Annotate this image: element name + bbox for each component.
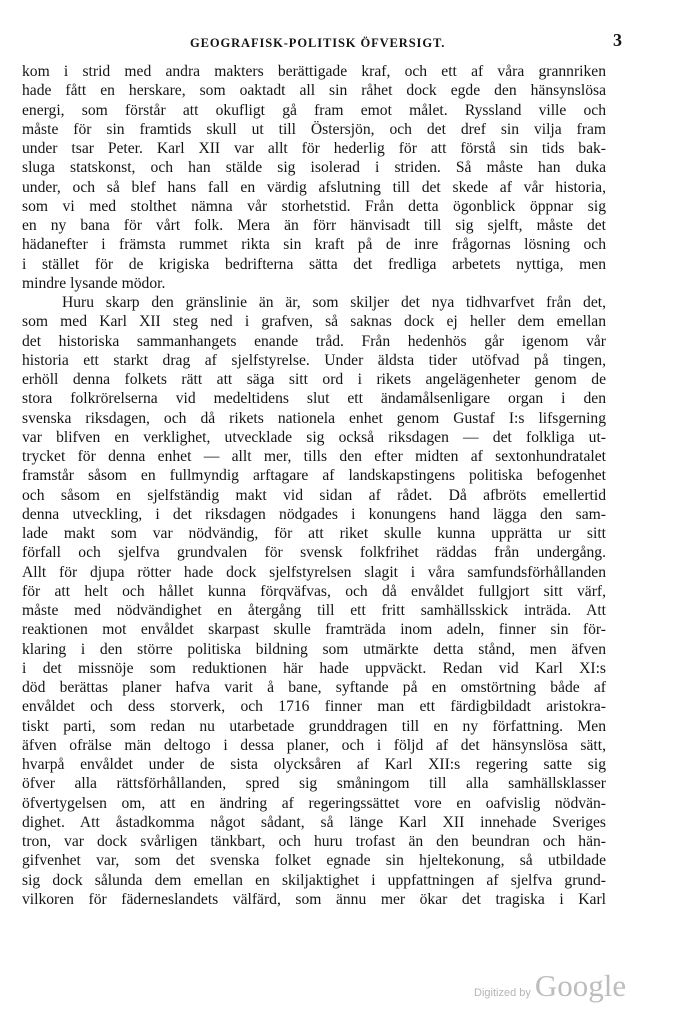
text-line: äfven ofrälse män deltogo i dessa planer, och i följd af det hänsynslösa sätt, [22,736,606,754]
text-line: hädanefter i främsta rummet rikta sin kraft på de inre frågornas lösning och [22,236,606,254]
text-line: stora folkrörelserna vid medeltidens slut ett ändamålsenligare organ i den [22,390,606,408]
text-line: reaktionen mot envåldet skarpast skulle framträda inom adeln, finner sin för- [22,621,606,639]
text-line: historia ett starkt drag af sjelfstyrelse. Under äldsta tider utöfvad på tingen, [22,351,606,369]
text-line: tiskt parti, som redan nu utarbetade grunddragen till en ny författning. Men [22,717,606,735]
text-line: sluga statskonst, och han stälde sig isolerad i striden. Så måste han duka [22,159,606,177]
text-line: Allt för djupa rötter hade dock sjelfstyrelsen slagit i våra samfundsförhållanden [22,563,606,581]
body-text [22,62,606,909]
text-line: hvarpå envåldet under de sista olycksåren af Karl XII:s regering satte sig [22,756,606,773]
text-line: för att helt och hållet kunna förqväfvas, och då envåldet fullgjort sitt värf, [22,582,606,600]
text-line: var blifven en verklighet, utvecklade sig också riksdagen — det folkliga ut- [22,428,606,446]
text-line: öfver alla rättsförhållanden, spred sig småningom till alla samhällsklasser [22,775,606,793]
text-line: förfall och sjelfva grundvalen för svensk folkfrihet räddas från undergång. [22,544,606,562]
page-number: 3 [613,30,622,50]
text-line: framstår såsom en fullmyndig arftagare af landskapstingens politiska befogenhet [22,467,606,485]
page-header [22,30,622,56]
paragraph-1 [22,62,606,293]
text-line: envåldet och dess storverk, och 1716 finner man ett färdigbildadt aristokra- [22,698,606,716]
text-line: lade makt som var nödvändig, för att riket skulle kunna upprätta ur sitt [22,525,606,542]
text-line: Huru skarp den gränslinie än är, som skiljer det nya tidhvarfvet från det, [62,294,606,311]
running-title: GEOGRAFISK-POLITISK ÖFVERSIGT. [190,36,446,50]
text-line: mindre lysande mödor. [22,274,166,292]
digitized-by-google-watermark [474,968,626,1004]
text-line: energi, som förstår att okufligt gå fram emot målet. Ryssland ville och [22,101,606,119]
text-line: denna utveckling, i det riksdagen nödgades i konungens hand lägga den sam- [22,505,606,523]
google-logo: Google [534,968,627,1003]
text-line: kom i strid med andra makters berättigade kraf, och ett af våra grannriken [22,63,606,80]
text-line: måste med nödvändighet en återgång till ett fritt samhällsskick inträda. Att [22,602,606,619]
paragraph-2 [22,293,606,909]
text-line: klaring i den större politiska bildning som utmärkte detta stånd, men äfven [22,640,606,658]
text-line: under, och så blef hans fall en värdig afslutning till det skede af vår historia, [22,178,606,196]
text-line: det historiska sammanhangets enande tråd. Från hedenhös går igenom vår [22,332,606,350]
text-line: trycket för denna enhet — allt mer, tills den efter midten af sextonhundratalet [22,448,606,465]
text-line: i stället för de krigiska bedrifterna sätta det fredliga arbetets nyttiga, men [22,255,606,273]
text-line: öfvertygelsen om, att en ändring af regeringssättet vore en oafvislig nödvän- [22,794,606,812]
text-line: som med Karl XII steg ned i grafven, så saknas dock ej heller dem emellan [22,313,606,331]
text-line: hade fått en herskare, som oaktadt all sin råhet dock egde den hänsynslösa [22,82,606,100]
text-line: sig dock sålunda dem emellan en skiljaktighet i uppfattningen af sjelfva grund- [22,871,606,889]
text-line: vilkoren för fäderneslandets välfärd, som ännu mer ökar det tragiska i Karl [22,890,606,908]
text-line: som vi med stolthet nämna vår storhetstid. Från detta ögonblick öppnar sig [22,197,606,215]
text-line: under tsar Peter. Karl XII var allt för hederlig för att förstå sin tids bak- [22,140,606,157]
text-line: en ny bana för vårt folk. Mera än förr hänvisadt till sig sjelft, måste det [22,217,606,234]
text-line: gifvenhet var, som det svenska folket egnade sin hjeltekonung, så utbildade [22,852,606,870]
text-line: dighet. Att åstadkomma något sådant, så länge Karl XII innehade Sveriges [22,813,606,831]
text-line: och såsom en sjelfständig makt vid sidan af rådet. Då afbröts emellertid [22,486,606,504]
text-line: tron, var dock svårligen tänkbart, och huru trofast än den beundran och hän- [22,833,606,850]
text-line: död berättas planer hafva varit å bane, syftande på en omstörtning både af [22,679,606,696]
text-line: måste för sin framtids skull ut till Östersjön, och det dref sin vilja fram [22,120,606,138]
text-line: svenska riksdagen, och då rikets nationela enhet genom Gustaf I:s lifsgerning [22,409,606,427]
text-line: i det missnöje som reduktionen här hade uppväckt. Redan vid Karl XI:s [22,659,606,677]
watermark-prefix: Digitized by [474,987,531,999]
text-line: erhöll denna folkets rätt att säga sitt ord i rikets angelägenheter genom de [22,371,606,388]
